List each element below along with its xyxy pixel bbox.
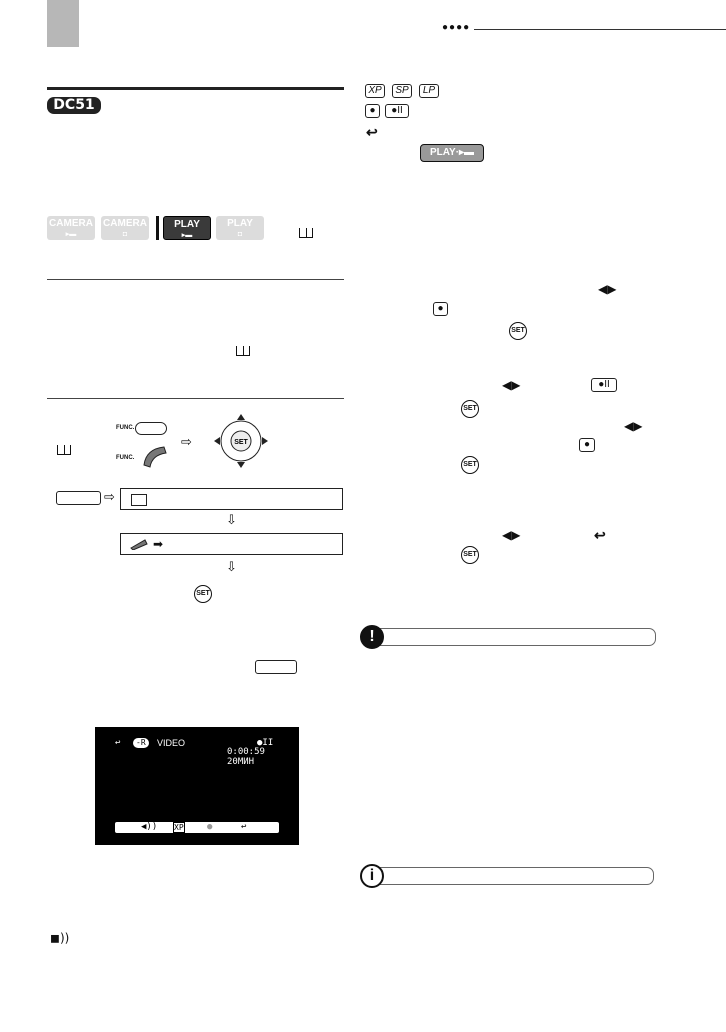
mode-play-movie: PLAY ▸▬ xyxy=(163,216,211,240)
model-badge: DC51 xyxy=(47,97,101,114)
left-right-arrows-icon: ◀▶ xyxy=(598,282,617,296)
set-button-icon: SET xyxy=(461,400,479,418)
func-joystick-icon xyxy=(140,445,168,469)
set-button-icon: SET xyxy=(461,456,479,474)
arrow-icon: ➡ xyxy=(153,537,164,551)
caution-bar xyxy=(362,628,656,646)
mode-camera-movie: CAMERA ▸▬ xyxy=(47,216,95,240)
disc-type: -R xyxy=(133,738,149,748)
func-label: FUNC. xyxy=(116,425,135,431)
divider xyxy=(47,398,344,399)
left-right-arrows-icon: ◀▶ xyxy=(502,528,521,542)
rec-pause-badge: ●II xyxy=(385,104,409,118)
arrow-right-icon: ⇨ xyxy=(181,435,192,450)
section-rule xyxy=(47,87,344,90)
return-icon: ↩ xyxy=(594,527,606,543)
play-mode-badge: PLAY·▸▬ xyxy=(420,144,484,162)
mode-camera-photo: CAMERA ◘ xyxy=(101,216,149,240)
joystick-dpad-icon xyxy=(212,412,270,470)
book-icon xyxy=(299,228,313,238)
menu-step-1 xyxy=(120,488,343,510)
svg-text:SET: SET xyxy=(234,439,248,446)
return-icon: ↩ xyxy=(115,738,121,748)
book-icon xyxy=(57,445,71,455)
info-bar xyxy=(362,867,654,885)
volume-icon: ◀)) xyxy=(141,822,158,832)
caution-icon: ! xyxy=(360,625,384,649)
set-button-icon: SET xyxy=(509,322,527,340)
return-icon: ↩ xyxy=(241,822,247,832)
func-key-box xyxy=(56,491,101,505)
arrow-down-icon: ⇩ xyxy=(226,513,237,528)
menu-icon xyxy=(131,494,147,506)
set-button-icon: SET xyxy=(194,585,212,603)
rec-icon: ● xyxy=(207,822,213,832)
rec-icon: ● xyxy=(579,438,595,452)
set-button-icon: SET xyxy=(461,546,479,564)
header-rule xyxy=(474,29,726,30)
func-button xyxy=(135,422,167,435)
mode-play-photo: PLAY ◘ xyxy=(216,216,264,240)
rec-badge: ● xyxy=(365,104,380,118)
left-right-arrows-icon: ◀▶ xyxy=(502,378,521,392)
quality-lp-badge: LP xyxy=(419,84,439,98)
chapter-tab xyxy=(47,0,79,47)
rec-pause-icon: ●II xyxy=(591,378,617,392)
info-icon: i xyxy=(360,864,384,888)
playback-bar xyxy=(115,822,279,833)
rec-icon: ● xyxy=(433,302,448,316)
menu-step-2 xyxy=(120,533,343,555)
mode-separator xyxy=(156,216,159,240)
book-icon xyxy=(236,346,250,356)
return-icon: ↩ xyxy=(366,124,378,140)
func-label: FUNC. xyxy=(116,455,135,461)
disc-label: VIDEO xyxy=(157,738,186,748)
joystick-icon xyxy=(129,538,149,550)
divider xyxy=(47,279,344,280)
func-key-box xyxy=(255,660,297,674)
speaker-icon: ◼)) xyxy=(50,931,70,945)
header-dots: ●●●● xyxy=(442,22,471,33)
left-right-arrows-icon: ◀▶ xyxy=(624,419,643,433)
quality-xp-badge: XP xyxy=(365,84,385,98)
quality-sp-badge: SP xyxy=(392,84,412,98)
remaining-time: 20МИН xyxy=(227,757,255,767)
arrow-right-icon: ⇨ xyxy=(104,490,115,505)
lcd-screen xyxy=(95,727,299,845)
rec-pause-icon: ●II xyxy=(257,738,274,748)
quality-icon: XP xyxy=(174,823,184,832)
time-counter: 0:00:59 xyxy=(227,747,265,757)
arrow-down-icon: ⇩ xyxy=(226,560,237,575)
